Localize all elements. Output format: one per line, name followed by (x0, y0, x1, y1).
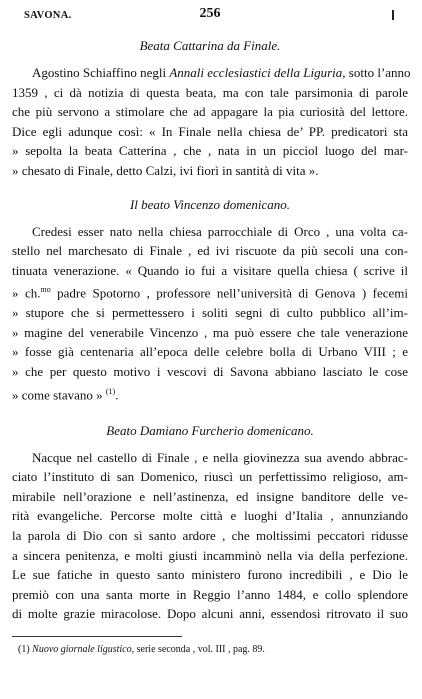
text-line: » ch.$^{mo}$ padre Spotorno , professore nell’università di Genova ) fecemi (12, 285, 408, 301)
text-line: » magine del venerabile Vincenzo , ma può essere che tale venerazione (12, 324, 408, 340)
text-line: » che per questo motivo i vescovi di Savona abbiano lasciato le cose (12, 364, 408, 380)
text-line: mirabile nell’orazione e nell’astinenza, ed insigne banditore delle ve- (12, 488, 408, 504)
running-head: SAVONA. (24, 10, 72, 21)
text-line: Dice egli adunque così: « In Finale nella chiesa de’ PP. predicatori sta (12, 123, 408, 139)
text-line: ciato l’instituto di san Domenico, riuscì un perfettissimo religioso, am- (12, 469, 408, 485)
superscript: mo (40, 285, 51, 295)
text-line: rità evangeliche. Percorse molte città e luoghi d’Italia , annunziando (12, 508, 408, 524)
footnote-marker: (1) (18, 643, 30, 655)
paragraph-beato-damiano (12, 448, 408, 624)
footnote (12, 643, 408, 656)
text-line: 1359 , ci dà notizia di questa beata, ma con tale parsimonia di parole (12, 84, 408, 100)
page-number: 256 (199, 6, 221, 21)
footnote-rest: , serie seconda , vol. III , pag. 89. (131, 643, 265, 655)
text-line: Credesi esser nato nella chiesa parrocchiale di Orco , una volta ca- (32, 223, 408, 239)
text-line: tinuata venerazione. « Quando io fui a visitare quella chiesa ( scrive il (12, 262, 408, 278)
text-line: di molte grazie miracolose. Dopo alcuni anni, essendosi ritrovato il suo (12, 606, 408, 622)
page-header (12, 0, 408, 30)
book-title: Annali ecclesiastici della Liguria (169, 65, 343, 80)
text-line: » stupore che si permettessero i soliti segni di culto pubblico all’im- (12, 305, 408, 321)
text-line: » chesato di Finale, detto Calzi, ivi fiorì in santità di vita ». (12, 162, 319, 178)
section-title-beata-cattarina: Beata Cattarina da Finale. (139, 38, 281, 53)
text-line: » fosse già centenaria all’epoca delle celebre bolla di Urbano VIII ; e (12, 344, 408, 360)
text-line: » come stavano » $^{(1)}$. (12, 386, 119, 402)
text-line: » sepolta la beata Catterina , che , nata in un picciol luogo del mar- (12, 143, 408, 159)
paragraph-beata-cattarina (12, 63, 411, 181)
text-line: Le sue fatiche in questo santo ministero furono incredibili , e Dio le (12, 567, 408, 583)
text-line: che più servono a stimolare che ad appagare la pia curiosità del lettore. (12, 104, 408, 120)
margin-mark (392, 10, 394, 20)
text-line: a sincera penitenza, e molti giusti incamminò nella via della perfezione. (12, 547, 408, 563)
footnote-ref: (1) (105, 386, 116, 396)
paragraph-beato-vincenzo (12, 222, 408, 405)
text-line: Agostino Schiaffino negli Annali ecclesiastici della Liguria, sotto l’anno (32, 65, 411, 80)
text-line: Nacque nel castello di Finale , e nella giovinezza sua avendo abbrac- (32, 449, 408, 465)
section-title-beato-damiano: Beato Damiano Furcherio domenicano. (106, 422, 314, 438)
text-line: la parola di Dio con sì santo ardore , che moltissimi peccatori ridusse (12, 527, 408, 543)
footnote-title: Nuovo giornale ligustico (32, 643, 132, 655)
text-line: stello nel marchesato di Finale , ed ivi riscuote da più secoli una con- (12, 243, 408, 259)
section-title-beato-vincenzo: Il beato Vincenzo domenicano. (129, 196, 291, 212)
footnote-divider (12, 636, 182, 637)
text-line: premiò con una santa morte in Reggio l’anno 1484, e collo splendore (12, 586, 408, 602)
